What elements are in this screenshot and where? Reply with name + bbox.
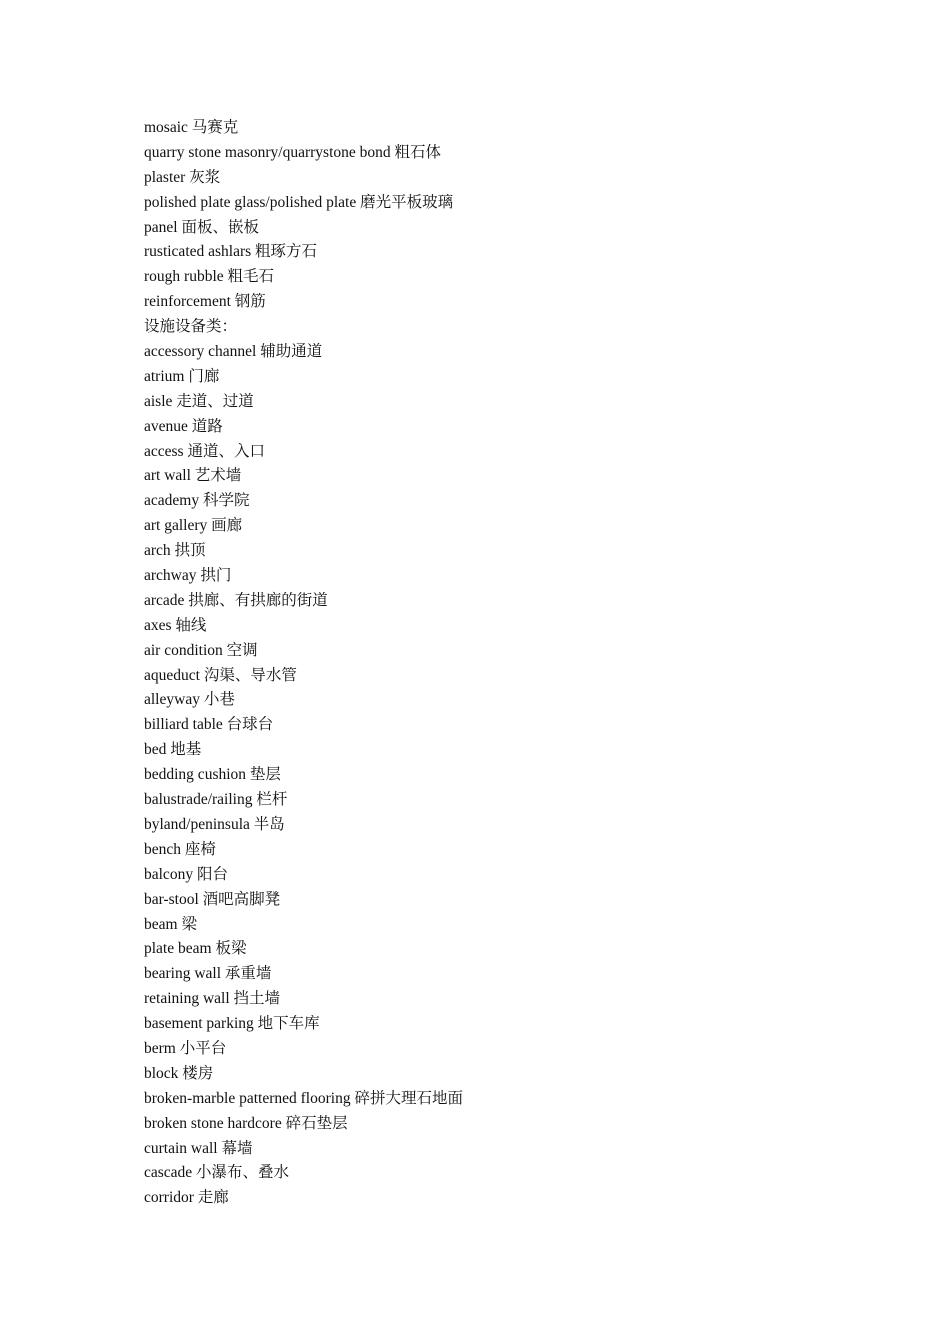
glossary-entry: balcony 阳台 (144, 865, 228, 883)
glossary-entry: polished plate glass/polished plate 磨光平板玻璃 (144, 193, 454, 211)
glossary-entry: reinforcement 钢筋 (144, 293, 266, 311)
glossary-entry: rusticated ashlars 粗琢方石 (144, 243, 318, 261)
glossary-entry: bed 地基 (144, 741, 202, 759)
glossary-entry: basement parking 地下车库 (144, 1015, 320, 1033)
glossary-entry: art gallery 画廊 (144, 517, 243, 535)
glossary-entry: academy 科学院 (144, 492, 250, 510)
glossary-entry: broken-marble patterned flooring 碎拼大理石地面 (144, 1089, 463, 1107)
glossary-entry: bench 座椅 (144, 840, 216, 858)
glossary-entry: billiard table 台球台 (144, 716, 274, 734)
glossary-entry: alleyway 小巷 (144, 691, 235, 709)
section-heading: 设施设备类： (144, 318, 238, 336)
glossary-entry: panel 面板、嵌板 (144, 218, 259, 236)
glossary-entry: avenue 道路 (144, 417, 223, 435)
glossary-entry: quarry stone masonry/quarrystone bond 粗石体 (144, 143, 442, 161)
glossary-entry: aqueduct 沟渠、导水管 (144, 666, 297, 684)
glossary-entry: atrium 门廊 (144, 367, 220, 385)
glossary-entry: access 通道、入口 (144, 442, 265, 460)
glossary-entry: balustrade/railing 栏杆 (144, 791, 288, 809)
glossary-entry: plaster 灰浆 (144, 168, 221, 186)
glossary-entry: beam 梁 (144, 915, 197, 933)
glossary-entry: byland/peninsula 半岛 (144, 815, 285, 833)
glossary-entry: mosaic 马赛克 (144, 119, 239, 136)
glossary-entry: arcade 拱廊、有拱廊的街道 (144, 591, 328, 609)
glossary-entry: curtain wall 幕墙 (144, 1139, 253, 1157)
glossary-entry: bearing wall 承重墙 (144, 965, 272, 983)
glossary-entry: archway 拱门 (144, 567, 232, 585)
glossary-entry: block 楼房 (144, 1064, 214, 1082)
glossary-list (144, 116, 463, 1211)
glossary-entry: plate beam 板梁 (144, 940, 247, 958)
glossary-entry: air condition 空调 (144, 641, 258, 659)
glossary-entry: rough rubble 粗毛石 (144, 268, 275, 286)
glossary-entry: cascade 小瀑布、叠水 (144, 1164, 290, 1182)
glossary-entry: bedding cushion 垫层 (144, 766, 281, 784)
glossary-entry: corridor 走廊 (144, 1189, 229, 1207)
glossary-entry: art wall 艺术墙 (144, 467, 242, 485)
glossary-entry: bar-stool 酒吧高脚凳 (144, 890, 281, 908)
glossary-entry: retaining wall 挡土墙 (144, 990, 281, 1008)
glossary-entry: broken stone hardcore 碎石垫层 (144, 1114, 348, 1132)
glossary-entry: aisle 走道、过道 (144, 392, 254, 410)
glossary-entry: arch 拱顶 (144, 542, 206, 560)
glossary-entry: accessory channel 辅助通道 (144, 343, 323, 361)
glossary-entry: axes 轴线 (144, 616, 207, 634)
glossary-entry: berm 小平台 (144, 1039, 227, 1057)
